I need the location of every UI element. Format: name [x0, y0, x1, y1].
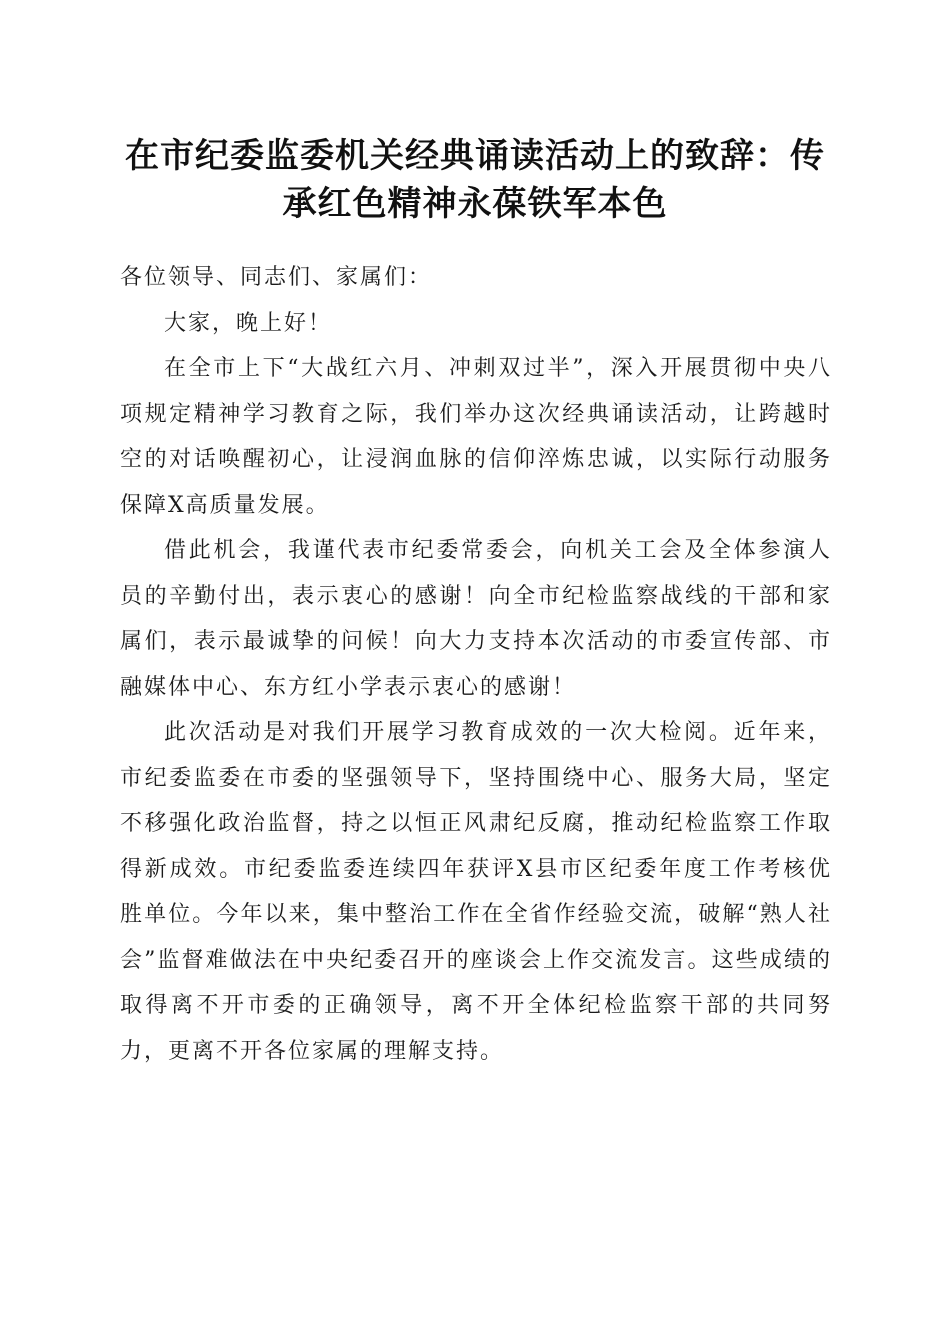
paragraph-greeting: 大家，晚上好！: [164, 310, 333, 336]
salutation: 各位领导、同志们、家属们：: [120, 265, 433, 290]
document-title: 在市纪委监委机关经典诵读活动上的致辞：传承红色精神永葆铁军本色: [125, 136, 825, 224]
paragraph-achievements: 此次活动是对我们开展学习教育成效的一次大检阅。近年来，市纪委监委在市委的坚强领导下，坚持围绕中心、服务大局，坚定不移强化政治监督，持之以恒正风肃纪反腐，推动纪检监察工作取得新成效。市纪委监委连续四年获评X县市区纪委年度工作考核优胜单位。今年以来，集中整治工作在全省作经验交流，破解“熟人社会”监督难做法在中央纪委召开的座谈会上作交流发言。这些成绩的取得离不开市委的正确领导，离不开全体纪检监察干部的共同努力，更离不开各位家属的理解支持。: [120, 720, 832, 1064]
paragraph-thanks: 借此机会，我谨代表市纪委常委会，向机关工会及全体参演人员的辛勤付出，表示衷心的感谢！向全市纪检监察战线的干部和家属们，表示最诚挚的问候！向大力支持本次活动的市委宣传部、市融媒体中心、东方红小学表示衷心的感谢！: [120, 538, 832, 700]
paragraph-activity-intro: 在全市上下“大战红六月、冲刺双过半”，深入开展贯彻中央八项规定精神学习教育之际，我们举办这次经典诵读活动，让跨越时空的对话唤醒初心，让浸润血脉的信仰淬炼忠诚，以实际行动服务保障X高质量发展。: [120, 356, 832, 518]
document-body: [120, 255, 832, 1074]
